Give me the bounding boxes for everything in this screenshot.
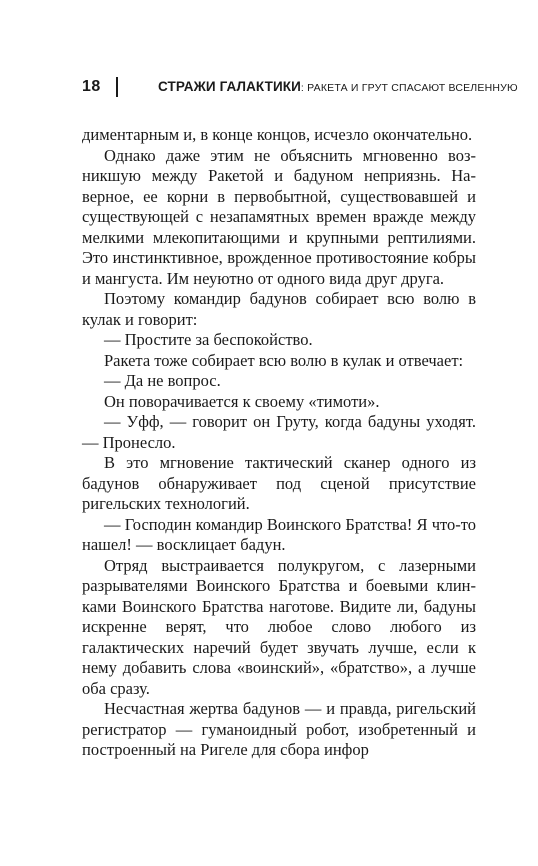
paragraph: Однако даже этим не объяснить мгновенно возникшую между Ракетой и бадуном неприязнь. Наверное, ее корни в первобытной, существовавшей и существующей с незапамятных времен вражде между мелкими млекопитающими и крупными рептилиями. Это инстинктивное, врожденное противостояние кобры и мангуста. Им неуютно от одного вида друг друга. [82, 145, 476, 288]
running-header [0, 73, 538, 101]
header-divider [116, 77, 118, 97]
page-body [82, 125, 476, 761]
book-subtitle: : РАКЕТА И ГРУТ СПАСАЮТ ВСЕЛЕННУЮ [300, 82, 518, 94]
paragraph: Несчастная жертва бадунов — и правда, ригельский регистратор — гуманоидный робот, изобретенный и построенный на Ригеле для сбора инфор [82, 699, 476, 759]
paragraph: Отряд выстраивается полукругом, с лазерными разрывателями Воинского Братства и боевыми клинками Воинского Братства наготове. Видите ли, бадуны искренне верят, что любое слово любого из галактических наречий будет звучать лучше, если к нему добавить слова «воинский», «братство», а лучше оба сразу. [82, 555, 476, 698]
paragraph: В это мгновение тактический сканер одного из бадунов обнаруживает под сценой присутствие ригельских технологий. [82, 453, 476, 513]
paragraph: Поэтому командир бадунов собирает всю волю в кулак и говорит: [82, 289, 476, 329]
dialogue-line: — Да не вопрос. [104, 371, 221, 390]
paragraph: Ракета тоже собирает всю волю в кулак и отвечает: [104, 350, 464, 370]
paragraph: диментарным и, в конце концов, исчезло окончательно. [82, 125, 473, 144]
running-head [158, 73, 518, 102]
paragraph: Он поворачивается к своему «тимоти». [104, 391, 380, 411]
dialogue-line: — Простите за беспокойство. [104, 330, 313, 349]
page-number: 18 [82, 78, 101, 95]
book-title: СТРАЖИ ГАЛАКТИКИ [158, 79, 301, 94]
dialogue-line: — Господин командир Воинского Братства! Я что-то нашел! — восклицает бадун. [82, 514, 476, 554]
dialogue-line: — Уфф, — говорит он Груту, когда бадуны уходят. — Пронесло. [82, 412, 476, 452]
